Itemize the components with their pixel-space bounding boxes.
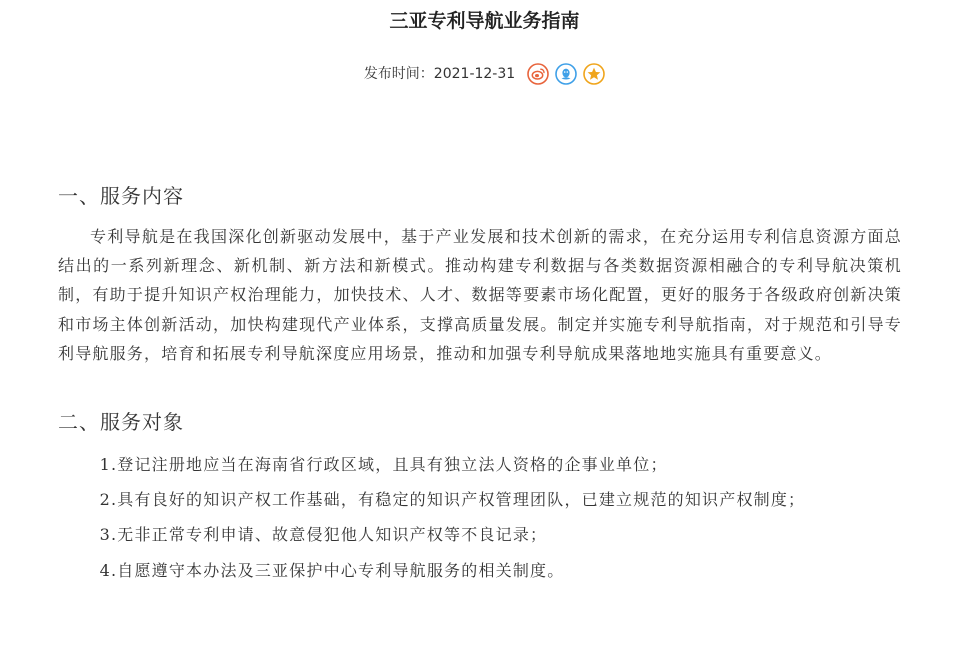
service-target-item: 3.无非正常专利申请、故意侵犯他人知识产权等不良记录；	[99, 525, 548, 545]
service-target-item: 2.具有良好的知识产权工作基础，有稳定的知识产权管理团队，已建立规范的知识产权制度；	[99, 490, 806, 510]
weibo-icon[interactable]	[527, 63, 549, 85]
section-heading-service-content: 一、服务内容	[58, 184, 184, 208]
article-body	[58, 176, 902, 585]
section-heading-service-target: 二、服务对象	[58, 410, 184, 435]
qq-icon[interactable]	[555, 63, 577, 85]
service-target-item: 1.登记注册地应当在海南省行政区域，且具有独立法人资格的企事业单位；	[99, 455, 668, 475]
publish-time: 发布时间：2021-12-31	[363, 66, 516, 82]
service-target-item: 4.自愿遵守本办法及三亚保护中心专利导航服务的相关制度。	[99, 560, 565, 580]
qzone-star-icon[interactable]	[583, 63, 605, 85]
article-meta	[0, 62, 969, 86]
service-content-paragraph: 专利导航是在我国深化创新驱动发展中，基于产业发展和技术创新的需求，在充分运用专利信息资源方面总结出的一系列新理念、新机制、新方法和新模式。推动构建专利数据与各类数据资源相融合的专利导航决策机制，有助于提升知识产权治理能力，加快技术、人才、数据等要素市场化配置，更好的服务于各级政府创新决策和市场主体创新活动，加快构建现代产业体系，支撑高质量发展。制定并实施专利导航指南，对于规范和引导专利导航服务，培育和拓展专利导航深度应用场景，推动和加强专利导航成果落地地实施具有重要意义。	[58, 227, 902, 363]
page-title: 三亚专利导航业务指南	[389, 10, 580, 32]
